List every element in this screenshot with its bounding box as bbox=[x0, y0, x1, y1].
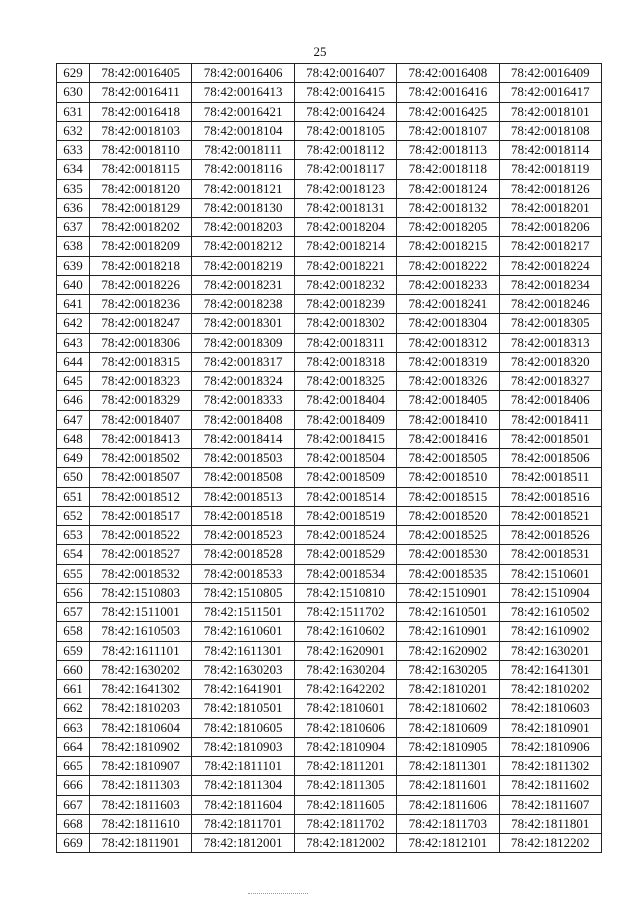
cadastral-number-cell: 78:42:0018232 bbox=[294, 275, 396, 294]
cadastral-number-cell: 78:42:1810604 bbox=[90, 718, 192, 737]
row-number-cell: 660 bbox=[57, 660, 90, 679]
cadastral-number-cell: 78:42:0018514 bbox=[294, 487, 396, 506]
cadastral-number-cell: 78:42:0018527 bbox=[90, 545, 192, 564]
cadastral-number-cell: 78:42:0018414 bbox=[192, 429, 294, 448]
cadastral-number-cell: 78:42:1511702 bbox=[294, 603, 396, 622]
row-number-cell: 645 bbox=[57, 372, 90, 391]
cadastral-number-cell: 78:42:1811303 bbox=[90, 776, 192, 795]
cadastral-number-cell: 78:42:0018117 bbox=[294, 160, 396, 179]
cadastral-number-cell: 78:42:0018507 bbox=[90, 468, 192, 487]
cadastral-number-cell: 78:42:0018533 bbox=[192, 564, 294, 583]
cadastral-number-cell: 78:42:0018305 bbox=[499, 314, 601, 333]
cadastral-number-cell: 78:42:0018520 bbox=[397, 506, 499, 525]
row-number-cell: 669 bbox=[57, 834, 90, 853]
cadastral-number-cell: 78:42:0018523 bbox=[192, 526, 294, 545]
cadastral-number-cell: 78:42:0018406 bbox=[499, 391, 601, 410]
cadastral-number-cell: 78:42:0018105 bbox=[294, 121, 396, 140]
cadastral-number-cell: 78:42:1620902 bbox=[397, 641, 499, 660]
row-number-cell: 650 bbox=[57, 468, 90, 487]
row-number-cell: 664 bbox=[57, 737, 90, 756]
cadastral-number-cell: 78:42:0018121 bbox=[192, 179, 294, 198]
cadastral-number-cell: 78:42:0016407 bbox=[294, 64, 396, 83]
row-number-cell: 648 bbox=[57, 429, 90, 448]
table-row bbox=[57, 429, 602, 448]
cadastral-number-cell: 78:42:1810907 bbox=[90, 757, 192, 776]
row-number-cell: 634 bbox=[57, 160, 90, 179]
cadastral-number-cell: 78:42:0018131 bbox=[294, 198, 396, 217]
row-number-cell: 654 bbox=[57, 545, 90, 564]
cadastral-number-cell: 78:42:0018509 bbox=[294, 468, 396, 487]
cadastral-number-cell: 78:42:0018503 bbox=[192, 449, 294, 468]
table-row bbox=[57, 487, 602, 506]
table-row bbox=[57, 372, 602, 391]
cadastral-number-cell: 78:42:0018236 bbox=[90, 295, 192, 314]
cadastral-number-cell: 78:42:1811302 bbox=[499, 757, 601, 776]
cadastral-number-cell: 78:42:0018513 bbox=[192, 487, 294, 506]
cadastral-number-cell: 78:42:1810609 bbox=[397, 718, 499, 737]
row-number-cell: 659 bbox=[57, 641, 90, 660]
cadastral-number-cell: 78:42:0018241 bbox=[397, 295, 499, 314]
table-row bbox=[57, 795, 602, 814]
table-row bbox=[57, 680, 602, 699]
row-number-cell: 635 bbox=[57, 179, 90, 198]
cadastral-number-cell: 78:42:1610902 bbox=[499, 622, 601, 641]
cadastral-number-cell: 78:42:0018206 bbox=[499, 218, 601, 237]
cadastral-number-cell: 78:42:1641901 bbox=[192, 680, 294, 699]
cadastral-number-cell: 78:42:0018505 bbox=[397, 449, 499, 468]
cadastral-number-cell: 78:42:1641302 bbox=[90, 680, 192, 699]
table-row bbox=[57, 718, 602, 737]
cadastral-number-cell: 78:42:0018129 bbox=[90, 198, 192, 217]
table-row bbox=[57, 314, 602, 333]
cadastral-number-cell: 78:42:0018502 bbox=[90, 449, 192, 468]
cadastral-number-cell: 78:42:0018408 bbox=[192, 410, 294, 429]
cadastral-number-cell: 78:42:0018108 bbox=[499, 121, 601, 140]
table-row bbox=[57, 295, 602, 314]
cadastral-number-cell: 78:42:1510904 bbox=[499, 583, 601, 602]
cadastral-number-cell: 78:42:0018231 bbox=[192, 275, 294, 294]
table-row bbox=[57, 256, 602, 275]
row-number-cell: 655 bbox=[57, 564, 90, 583]
row-number-cell: 643 bbox=[57, 333, 90, 352]
cadastral-number-cell: 78:42:0018238 bbox=[192, 295, 294, 314]
cadastral-number-cell: 78:42:0018301 bbox=[192, 314, 294, 333]
cadastral-number-cell: 78:42:0018534 bbox=[294, 564, 396, 583]
cadastral-number-cell: 78:42:0018519 bbox=[294, 506, 396, 525]
cadastral-number-cell: 78:42:0018101 bbox=[499, 102, 601, 121]
cadastral-number-cell: 78:42:0018515 bbox=[397, 487, 499, 506]
cadastral-number-cell: 78:42:0018525 bbox=[397, 526, 499, 545]
table-row bbox=[57, 506, 602, 525]
cadastral-number-cell: 78:42:1630201 bbox=[499, 641, 601, 660]
cadastral-number-cell: 78:42:0018320 bbox=[499, 352, 601, 371]
row-number-cell: 642 bbox=[57, 314, 90, 333]
cadastral-number-cell: 78:42:1630204 bbox=[294, 660, 396, 679]
cadastral-number-cell: 78:42:0018214 bbox=[294, 237, 396, 256]
cadastral-number-cell: 78:42:0018205 bbox=[397, 218, 499, 237]
cadastral-number-cell: 78:42:0018522 bbox=[90, 526, 192, 545]
cadastral-number-cell: 78:42:0018317 bbox=[192, 352, 294, 371]
table-body bbox=[57, 64, 602, 853]
cadastral-number-cell: 78:42:0018315 bbox=[90, 352, 192, 371]
cadastral-number-cell: 78:42:0018219 bbox=[192, 256, 294, 275]
cadastral-number-cell: 78:42:0018246 bbox=[499, 295, 601, 314]
cadastral-number-cell: 78:42:0018516 bbox=[499, 487, 601, 506]
cadastral-number-cell: 78:42:0018524 bbox=[294, 526, 396, 545]
cadastral-number-cell: 78:42:1812001 bbox=[192, 834, 294, 853]
cadastral-number-cell: 78:42:0018508 bbox=[192, 468, 294, 487]
row-number-cell: 668 bbox=[57, 814, 90, 833]
cadastral-number-cell: 78:42:0016409 bbox=[499, 64, 601, 83]
row-number-cell: 637 bbox=[57, 218, 90, 237]
cadastral-number-cell: 78:42:0018512 bbox=[90, 487, 192, 506]
cadastral-number-cell: 78:42:0018409 bbox=[294, 410, 396, 429]
cadastral-number-cell: 78:42:0018510 bbox=[397, 468, 499, 487]
table-row bbox=[57, 603, 602, 622]
cadastral-number-cell: 78:42:0018218 bbox=[90, 256, 192, 275]
cadastral-number-cell: 78:42:1810901 bbox=[499, 718, 601, 737]
cadastral-number-cell: 78:42:0018327 bbox=[499, 372, 601, 391]
cadastral-number-cell: 78:42:1811801 bbox=[499, 814, 601, 833]
cadastral-number-cell: 78:42:1810202 bbox=[499, 680, 601, 699]
cadastral-number-cell: 78:42:1811304 bbox=[192, 776, 294, 795]
cadastral-number-cell: 78:42:1810906 bbox=[499, 737, 601, 756]
cadastral-number-cell: 78:42:0018521 bbox=[499, 506, 601, 525]
cadastral-number-cell: 78:42:1611301 bbox=[192, 641, 294, 660]
cadastral-number-cell: 78:42:0018224 bbox=[499, 256, 601, 275]
cadastral-number-cell: 78:42:0018123 bbox=[294, 179, 396, 198]
row-number-cell: 647 bbox=[57, 410, 90, 429]
cadastral-number-cell: 78:42:0018107 bbox=[397, 121, 499, 140]
cadastral-number-cell: 78:42:1811703 bbox=[397, 814, 499, 833]
cadastral-number-cell: 78:42:0018212 bbox=[192, 237, 294, 256]
table-row bbox=[57, 237, 602, 256]
cadastral-number-cell: 78:42:0018405 bbox=[397, 391, 499, 410]
row-number-cell: 630 bbox=[57, 83, 90, 102]
cadastral-number-cell: 78:42:1510810 bbox=[294, 583, 396, 602]
cadastral-number-cell: 78:42:0018329 bbox=[90, 391, 192, 410]
cadastral-number-cell: 78:42:0018501 bbox=[499, 429, 601, 448]
cadastral-number-cell: 78:42:0018104 bbox=[192, 121, 294, 140]
cadastral-number-cell: 78:42:0018528 bbox=[192, 545, 294, 564]
row-number-cell: 649 bbox=[57, 449, 90, 468]
table-row bbox=[57, 391, 602, 410]
cadastral-number-cell: 78:42:1810601 bbox=[294, 699, 396, 718]
cadastral-number-cell: 78:42:0018326 bbox=[397, 372, 499, 391]
cadastral-number-cell: 78:42:1811605 bbox=[294, 795, 396, 814]
table-row bbox=[57, 333, 602, 352]
table-row bbox=[57, 814, 602, 833]
cadastral-number-cell: 78:42:0016405 bbox=[90, 64, 192, 83]
cadastral-number-cell: 78:42:0016417 bbox=[499, 83, 601, 102]
cadastral-number-cell: 78:42:1610601 bbox=[192, 622, 294, 641]
cadastral-number-cell: 78:42:0018306 bbox=[90, 333, 192, 352]
row-number-cell: 662 bbox=[57, 699, 90, 718]
cadastral-number-cell: 78:42:1811701 bbox=[192, 814, 294, 833]
cadastral-number-cell: 78:42:1610502 bbox=[499, 603, 601, 622]
row-number-cell: 641 bbox=[57, 295, 90, 314]
cadastral-number-cell: 78:42:0018120 bbox=[90, 179, 192, 198]
row-number-cell: 636 bbox=[57, 198, 90, 217]
table-row bbox=[57, 64, 602, 83]
cadastral-number-cell: 78:42:1811101 bbox=[192, 757, 294, 776]
cadastral-number-cell: 78:42:1810904 bbox=[294, 737, 396, 756]
cadastral-number-cell: 78:42:0018532 bbox=[90, 564, 192, 583]
cadastral-number-cell: 78:42:0018116 bbox=[192, 160, 294, 179]
row-number-cell: 666 bbox=[57, 776, 90, 795]
cadastral-number-cell: 78:42:1811603 bbox=[90, 795, 192, 814]
cadastral-number-cell: 78:42:1811301 bbox=[397, 757, 499, 776]
cadastral-number-cell: 78:42:0018302 bbox=[294, 314, 396, 333]
row-number-cell: 639 bbox=[57, 256, 90, 275]
cadastral-number-cell: 78:42:0018226 bbox=[90, 275, 192, 294]
cadastral-number-cell: 78:42:0016424 bbox=[294, 102, 396, 121]
cadastral-number-cell: 78:42:0018511 bbox=[499, 468, 601, 487]
row-number-cell: 652 bbox=[57, 506, 90, 525]
row-number-cell: 651 bbox=[57, 487, 90, 506]
cadastral-number-cell: 78:42:0018535 bbox=[397, 564, 499, 583]
cadastral-number-cell: 78:42:0018304 bbox=[397, 314, 499, 333]
cadastral-number-cell: 78:42:1812202 bbox=[499, 834, 601, 853]
row-number-cell: 658 bbox=[57, 622, 90, 641]
row-number-cell: 638 bbox=[57, 237, 90, 256]
table-row bbox=[57, 834, 602, 853]
cadastral-number-cell: 78:42:0018203 bbox=[192, 218, 294, 237]
cadastral-number-cell: 78:42:0018529 bbox=[294, 545, 396, 564]
cadastral-number-cell: 78:42:0018411 bbox=[499, 410, 601, 429]
table-row bbox=[57, 660, 602, 679]
cadastral-number-cell: 78:42:0016416 bbox=[397, 83, 499, 102]
cadastral-number-cell: 78:42:1620901 bbox=[294, 641, 396, 660]
cadastral-number-cell: 78:42:0018247 bbox=[90, 314, 192, 333]
cadastral-number-cell: 78:42:1812101 bbox=[397, 834, 499, 853]
cadastral-number-cell: 78:42:0018115 bbox=[90, 160, 192, 179]
table-row bbox=[57, 179, 602, 198]
cadastral-number-cell: 78:42:1811607 bbox=[499, 795, 601, 814]
cadastral-number-cell: 78:42:1811606 bbox=[397, 795, 499, 814]
cadastral-number-cell: 78:42:0018325 bbox=[294, 372, 396, 391]
cadastral-number-cell: 78:42:0018132 bbox=[397, 198, 499, 217]
cadastral-number-cell: 78:42:0018204 bbox=[294, 218, 396, 237]
row-number-cell: 640 bbox=[57, 275, 90, 294]
cadastral-number-cell: 78:42:0018114 bbox=[499, 141, 601, 160]
table-row bbox=[57, 275, 602, 294]
row-number-cell: 631 bbox=[57, 102, 90, 121]
cadastral-number-cell: 78:42:0016413 bbox=[192, 83, 294, 102]
cadastral-number-cell: 78:42:1511501 bbox=[192, 603, 294, 622]
table-row bbox=[57, 737, 602, 756]
cadastral-number-cell: 78:42:1611101 bbox=[90, 641, 192, 660]
table-row bbox=[57, 198, 602, 217]
table-row bbox=[57, 449, 602, 468]
row-number-cell: 656 bbox=[57, 583, 90, 602]
cadastral-number-cell: 78:42:1610602 bbox=[294, 622, 396, 641]
table-row bbox=[57, 102, 602, 121]
cadastral-number-cell: 78:42:0018124 bbox=[397, 179, 499, 198]
cadastral-number-cell: 78:42:1510601 bbox=[499, 564, 601, 583]
cadastral-number-cell: 78:42:0016406 bbox=[192, 64, 294, 83]
row-number-cell: 663 bbox=[57, 718, 90, 737]
cadastral-number-cell: 78:42:0016411 bbox=[90, 83, 192, 102]
cadastral-number-cell: 78:42:1810602 bbox=[397, 699, 499, 718]
cadastral-number-cell: 78:42:1510803 bbox=[90, 583, 192, 602]
cadastral-number-cell: 78:42:1810201 bbox=[397, 680, 499, 699]
cadastral-number-cell: 78:42:0018112 bbox=[294, 141, 396, 160]
row-number-cell: 646 bbox=[57, 391, 90, 410]
cadastral-number-cell: 78:42:0018517 bbox=[90, 506, 192, 525]
cadastral-number-cell: 78:42:1810902 bbox=[90, 737, 192, 756]
table-row bbox=[57, 583, 602, 602]
table-row bbox=[57, 160, 602, 179]
cadastral-number-cell: 78:42:0018201 bbox=[499, 198, 601, 217]
cadastral-number-cell: 78:42:0018233 bbox=[397, 275, 499, 294]
cadastral-number-cell: 78:42:1641301 bbox=[499, 660, 601, 679]
row-number-cell: 629 bbox=[57, 64, 90, 83]
cadastral-number-cell: 78:42:1810903 bbox=[192, 737, 294, 756]
cadastral-numbers-table bbox=[56, 63, 602, 853]
cadastral-number-cell: 78:42:1610503 bbox=[90, 622, 192, 641]
cadastral-number-cell: 78:42:0018209 bbox=[90, 237, 192, 256]
cadastral-number-cell: 78:42:0018202 bbox=[90, 218, 192, 237]
scan-footer-mark bbox=[248, 893, 308, 898]
cadastral-number-cell: 78:42:1811305 bbox=[294, 776, 396, 795]
cadastral-number-cell: 78:42:0018416 bbox=[397, 429, 499, 448]
cadastral-number-cell: 78:42:0018103 bbox=[90, 121, 192, 140]
cadastral-number-cell: 78:42:0018311 bbox=[294, 333, 396, 352]
row-number-cell: 653 bbox=[57, 526, 90, 545]
cadastral-number-cell: 78:42:0018110 bbox=[90, 141, 192, 160]
cadastral-number-cell: 78:42:0018234 bbox=[499, 275, 601, 294]
cadastral-number-cell: 78:42:1811610 bbox=[90, 814, 192, 833]
cadastral-number-cell: 78:42:0018215 bbox=[397, 237, 499, 256]
cadastral-number-cell: 78:42:0018313 bbox=[499, 333, 601, 352]
cadastral-number-cell: 78:42:1810905 bbox=[397, 737, 499, 756]
cadastral-number-cell: 78:42:1811702 bbox=[294, 814, 396, 833]
cadastral-number-cell: 78:42:1610901 bbox=[397, 622, 499, 641]
cadastral-number-cell: 78:42:0018506 bbox=[499, 449, 601, 468]
table-row bbox=[57, 141, 602, 160]
cadastral-number-cell: 78:42:1510901 bbox=[397, 583, 499, 602]
table-row bbox=[57, 641, 602, 660]
cadastral-number-cell: 78:42:0018222 bbox=[397, 256, 499, 275]
cadastral-number-cell: 78:42:0018333 bbox=[192, 391, 294, 410]
cadastral-number-cell: 78:42:0018413 bbox=[90, 429, 192, 448]
cadastral-number-cell: 78:42:0018415 bbox=[294, 429, 396, 448]
cadastral-number-cell: 78:42:0018323 bbox=[90, 372, 192, 391]
cadastral-number-cell: 78:42:0018410 bbox=[397, 410, 499, 429]
row-number-cell: 632 bbox=[57, 121, 90, 140]
table-row bbox=[57, 564, 602, 583]
cadastral-number-cell: 78:42:0018530 bbox=[397, 545, 499, 564]
cadastral-number-cell: 78:42:1810501 bbox=[192, 699, 294, 718]
cadastral-number-cell: 78:42:0018217 bbox=[499, 237, 601, 256]
table-row bbox=[57, 468, 602, 487]
cadastral-number-cell: 78:42:0018111 bbox=[192, 141, 294, 160]
row-number-cell: 667 bbox=[57, 795, 90, 814]
cadastral-number-cell: 78:42:0018407 bbox=[90, 410, 192, 429]
cadastral-number-cell: 78:42:0016421 bbox=[192, 102, 294, 121]
table-row bbox=[57, 218, 602, 237]
cadastral-number-cell: 78:42:0018504 bbox=[294, 449, 396, 468]
table-row bbox=[57, 776, 602, 795]
cadastral-number-cell: 78:42:0016418 bbox=[90, 102, 192, 121]
cadastral-number-cell: 78:42:1811201 bbox=[294, 757, 396, 776]
cadastral-number-cell: 78:42:1810606 bbox=[294, 718, 396, 737]
row-number-cell: 661 bbox=[57, 680, 90, 699]
cadastral-number-cell: 78:42:0018319 bbox=[397, 352, 499, 371]
row-number-cell: 644 bbox=[57, 352, 90, 371]
cadastral-number-cell: 78:42:0018119 bbox=[499, 160, 601, 179]
cadastral-number-cell: 78:42:0018312 bbox=[397, 333, 499, 352]
cadastral-number-cell: 78:42:1812002 bbox=[294, 834, 396, 853]
cadastral-number-cell: 78:42:1630203 bbox=[192, 660, 294, 679]
cadastral-number-cell: 78:42:1810603 bbox=[499, 699, 601, 718]
cadastral-number-cell: 78:42:0018531 bbox=[499, 545, 601, 564]
cadastral-number-cell: 78:42:1642202 bbox=[294, 680, 396, 699]
cadastral-number-cell: 78:42:1510805 bbox=[192, 583, 294, 602]
cadastral-number-cell: 78:42:0018526 bbox=[499, 526, 601, 545]
table-row bbox=[57, 622, 602, 641]
cadastral-number-cell: 78:42:1630205 bbox=[397, 660, 499, 679]
cadastral-number-cell: 78:42:0018318 bbox=[294, 352, 396, 371]
row-number-cell: 657 bbox=[57, 603, 90, 622]
cadastral-number-cell: 78:42:1630202 bbox=[90, 660, 192, 679]
table-row bbox=[57, 83, 602, 102]
cadastral-number-cell: 78:42:0016408 bbox=[397, 64, 499, 83]
table-row bbox=[57, 121, 602, 140]
cadastral-number-cell: 78:42:0018404 bbox=[294, 391, 396, 410]
cadastral-number-cell: 78:42:1811601 bbox=[397, 776, 499, 795]
table-row bbox=[57, 699, 602, 718]
cadastral-number-cell: 78:42:0018221 bbox=[294, 256, 396, 275]
cadastral-number-cell: 78:42:1811604 bbox=[192, 795, 294, 814]
cadastral-number-cell: 78:42:0018518 bbox=[192, 506, 294, 525]
cadastral-number-cell: 78:42:0018309 bbox=[192, 333, 294, 352]
cadastral-number-cell: 78:42:1810203 bbox=[90, 699, 192, 718]
cadastral-number-cell: 78:42:0016415 bbox=[294, 83, 396, 102]
table-row bbox=[57, 757, 602, 776]
cadastral-number-cell: 78:42:1811901 bbox=[90, 834, 192, 853]
cadastral-number-cell: 78:42:0018324 bbox=[192, 372, 294, 391]
row-number-cell: 633 bbox=[57, 141, 90, 160]
cadastral-number-cell: 78:42:1511001 bbox=[90, 603, 192, 622]
cadastral-number-cell: 78:42:1610501 bbox=[397, 603, 499, 622]
cadastral-number-cell: 78:42:0018239 bbox=[294, 295, 396, 314]
cadastral-number-cell: 78:42:0018130 bbox=[192, 198, 294, 217]
cadastral-number-cell: 78:42:1811602 bbox=[499, 776, 601, 795]
cadastral-number-cell: 78:42:0016425 bbox=[397, 102, 499, 121]
cadastral-number-cell: 78:42:1810605 bbox=[192, 718, 294, 737]
cadastral-number-cell: 78:42:0018113 bbox=[397, 141, 499, 160]
row-number-cell: 665 bbox=[57, 757, 90, 776]
cadastral-number-cell: 78:42:0018126 bbox=[499, 179, 601, 198]
table-row bbox=[57, 526, 602, 545]
cadastral-number-cell: 78:42:0018118 bbox=[397, 160, 499, 179]
table-row bbox=[57, 352, 602, 371]
page-number: 25 bbox=[313, 44, 327, 59]
table-row bbox=[57, 545, 602, 564]
table-row bbox=[57, 410, 602, 429]
